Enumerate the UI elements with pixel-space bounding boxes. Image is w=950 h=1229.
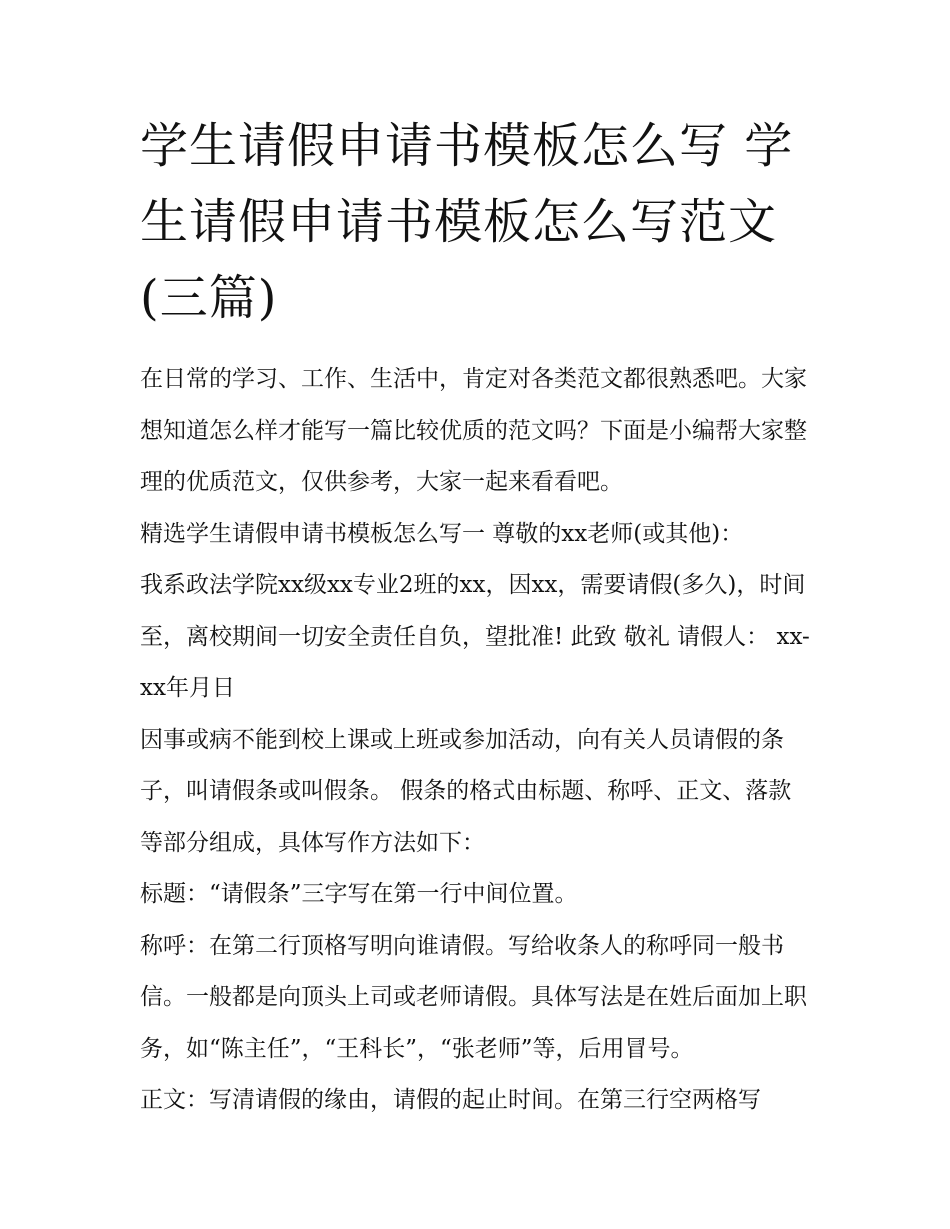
- document-page: [140, 108, 812, 1127]
- body-rule-paragraph: 正文：写清请假的缘由，请假的起止时间。在第三行空两格写: [140, 1087, 761, 1113]
- intro-paragraph: 在日常的学习、工作、生活中，肯定对各类范文都很熟悉吧。大家想知道怎么样才能写一篇比较优质的范文吗？下面是小编帮大家整理的优质范文，仅供参考，大家一起来看看吧。: [140, 366, 807, 495]
- sample-greeting-paragraph: 精选学生请假申请书模板怎么写一 尊敬的xx老师(或其他)：: [140, 520, 744, 547]
- salutation-rule-paragraph: 称呼：在第二行顶格写明向谁请假。写给收条人的称呼同一般书信。一般都是向顶头上司或老师请假。具体写法是在姓后面加上职务，如“陈主任”，“王科长”，“张老师”等，后用冒号。: [140, 932, 807, 1062]
- sample-body-paragraph: 我系政法学院xx级xx专业2班的xx，因xx，需要请假(多久)，时间至，离校期间一切安全责任自负，望批准! 此致 敬礼 请假人： xx-xx年月日: [140, 572, 810, 701]
- title-rule-paragraph: 标题：“请假条”三字写在第一行中间位置。: [140, 881, 578, 907]
- definition-paragraph: 因事或病不能到校上课或上班或参加活动，向有关人员请假的条子，叫请假条或叫假条。 假条的格式由标题、称呼、正文、落款等部分组成，具体写作方法如下：: [140, 726, 792, 856]
- document-title: 学生请假申请书模板怎么写 学生请假申请书模板怎么写范文(三篇): [140, 118, 794, 326]
